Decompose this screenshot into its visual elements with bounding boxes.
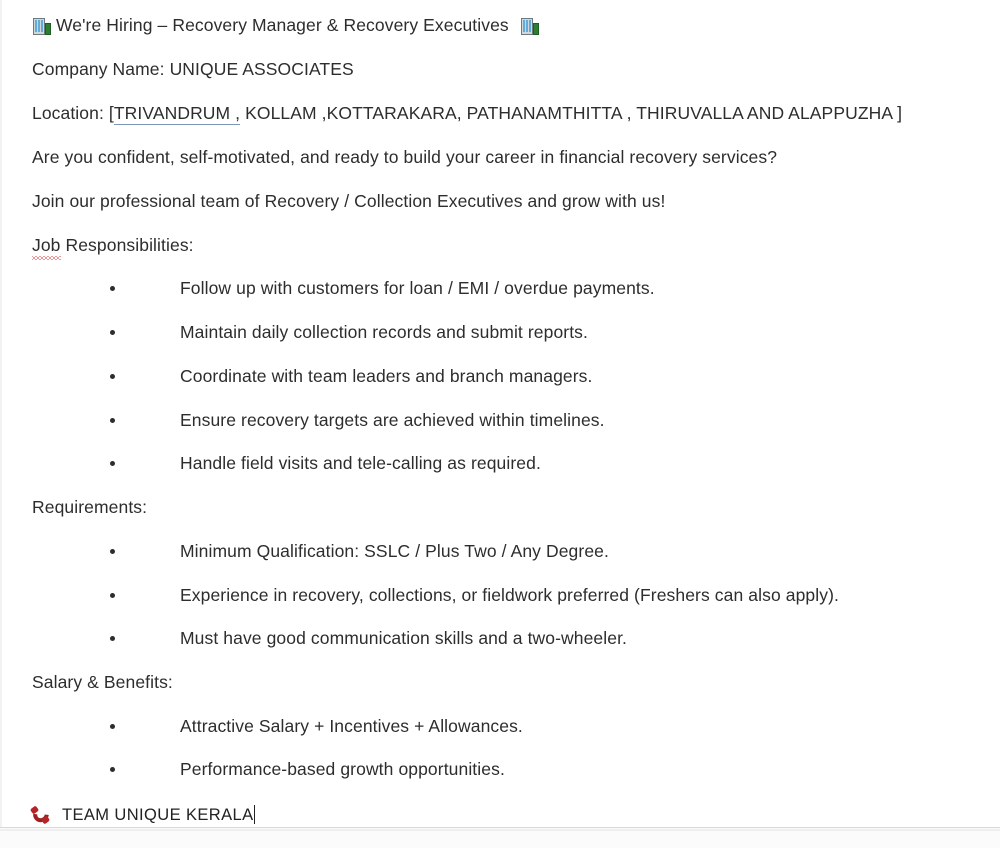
watermark-letter-o [806,720,870,784]
section-heading-salary-benefits: Salary & Benefits: [32,672,173,692]
olx-watermark [800,712,970,804]
list-item-label: Coordinate with team leaders and branch managers. [180,366,593,386]
page-bottom-strip-shadow [0,829,1000,831]
bullet-icon [110,767,115,772]
bullet-icon [110,374,115,379]
location-primary-city[interactable]: TRIVANDRUM , [113,103,241,123]
bullet-icon [110,593,115,598]
list-item-label: Performance-based growth opportunities. [180,759,505,779]
list-item-label: Attractive Salary + Incentives + Allowances. [180,716,523,736]
office-building-icon-trailing [520,16,539,35]
intro-paragraph-2: Join our professional team of Recovery / Collection Executives and grow with us! [32,191,666,211]
misspelled-word: Job [32,235,61,255]
text-cursor [254,805,255,824]
section-heading-responsibilities-rest: Responsibilities: [60,235,194,255]
list-item-label: Must have good communication skills and a two-wheeler. [180,628,628,648]
list-item-label: Ensure recovery targets are achieved within timelines. [180,410,605,430]
bullet-icon [110,286,115,291]
list-item-label: Handle field visits and tele-calling as required. [180,453,541,473]
section-heading-responsibilities [32,237,194,255]
location-other-cities: KOLLAM ,KOTTARAKARA, PATHANAMTHITTA , THIRUVALLA AND ALAPPUZHA ] [240,103,903,123]
list-item-label: Experience in recovery, collections, or fieldwork preferred (Freshers can also apply). [180,585,839,605]
bullet-icon [110,461,115,466]
telephone-receiver-icon [31,806,51,824]
signature-line [31,805,255,824]
bullet-icon [110,636,115,641]
office-building-icon [32,16,51,35]
bullet-icon [110,418,115,423]
bullet-icon [110,330,115,335]
list-item-label: Follow up with customers for loan / EMI / overdue payments. [180,278,655,298]
section-heading-requirements: Requirements: [32,497,148,517]
page-bottom-strip [0,828,1000,848]
company-name-line: Company Name: UNIQUE ASSOCIATES [32,59,354,79]
watermark-subtitle: INDIA [912,786,957,796]
bullet-icon [110,549,115,554]
intro-paragraph-1: Are you confident, self-motivated, and ready to build your career in financial recovery services? [32,147,778,167]
list-item-label: Maintain daily collection records and submit reports. [180,322,588,342]
signature-text: TEAM UNIQUE KERALA [61,806,254,824]
watermark-letter-l [882,714,902,790]
page-left-edge [0,0,2,828]
watermark-letter-x [908,722,970,784]
location-label: Location: [ [32,103,114,123]
watermark-letter-o-inner [824,738,852,766]
list-item-label: Minimum Qualification: SSLC / Plus Two / Any Degree. [180,541,609,561]
location-line [32,105,902,123]
bullet-icon [110,724,115,729]
job-post-title-text: We're Hiring – Recovery Manager & Recovery Executives [55,15,509,35]
job-post-title [32,16,539,35]
